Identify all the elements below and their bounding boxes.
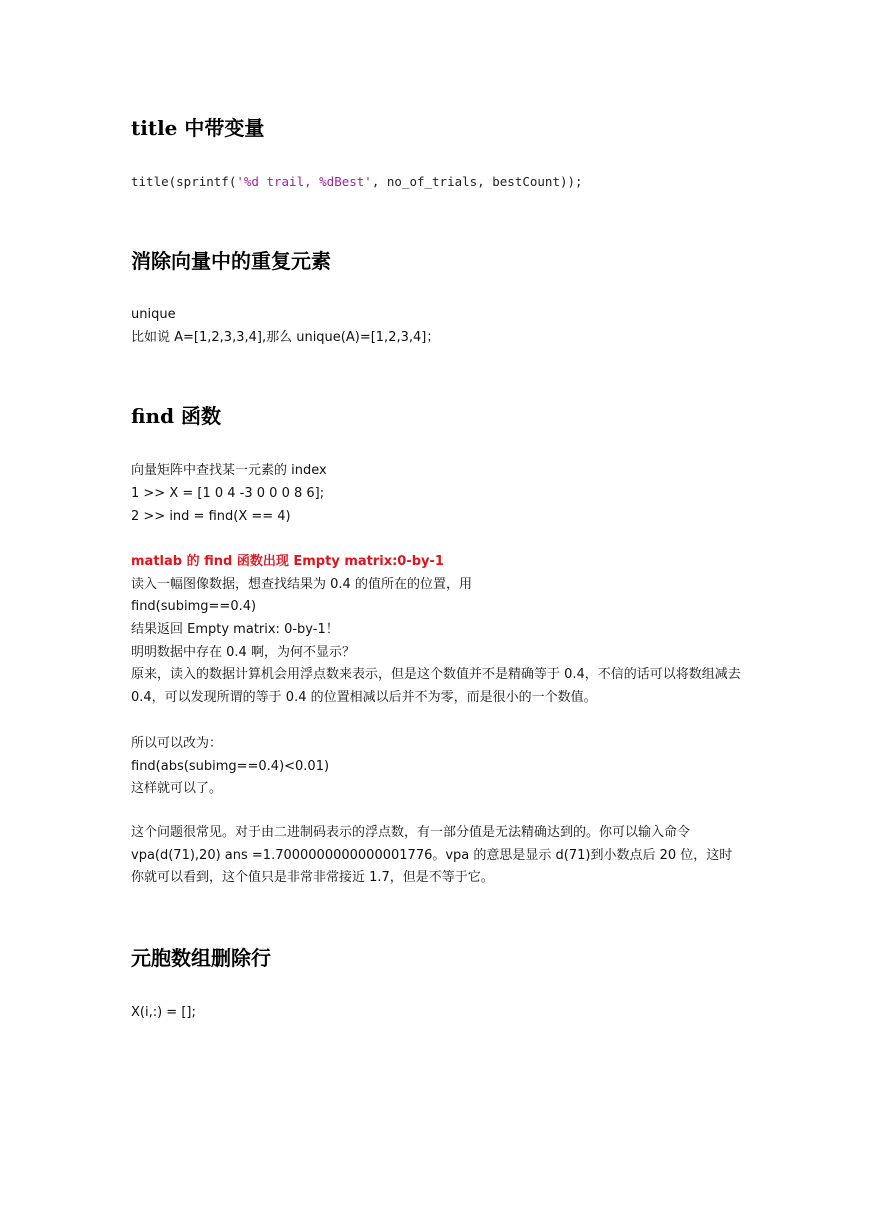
unique-line-1: unique	[131, 307, 176, 322]
find-paragraph-2: 这个问题很常见。对于由二进制码表示的浮点数，有一部分值是无法精确达到的。你可以输入命令 vpa(d(71),20) ans =1.7000000000000001776。vpa 的意思是显示 d(71)到小数点后 20 位，这时你就可以看到，这个值只是非常非常接近 1.7，但是不等于它。	[131, 825, 733, 885]
unique-line-2: 比如说 A=[1,2,3,3,4],那么 unique(A)=[1,2,3,4]；	[131, 330, 440, 345]
find-line-5: find(subimg==0.4)	[131, 599, 257, 614]
find-line-6: 结果返回 Empty matrix: 0-by-1！	[131, 622, 339, 637]
find-line-7: 明明数据中存在 0.4 啊，为何不显示？	[131, 645, 355, 660]
find-line-10: 这样就可以了。	[131, 781, 223, 796]
heading-cell-delete: 元胞数组删除行	[131, 946, 271, 970]
heading-title-variable: title 中带变量	[131, 116, 265, 140]
find-line-2: 1 >> X = [1 0 4 -3 0 0 0 8 6];	[131, 486, 325, 501]
find-line-9: find(abs(subimg==0.4)<0.01)	[131, 759, 330, 774]
cell-delete-line-1: X(i,:) = [];	[131, 1005, 196, 1020]
find-line-4: 读入一幅图像数据，想查找结果为 0.4 的值所在的位置，用	[131, 577, 472, 592]
find-empty-matrix-title: matlab 的 find 函数出现 Empty matrix:0-by-1	[131, 554, 444, 569]
code-title-sprintf	[131, 174, 583, 190]
code-string: '%d trail, %dBest'	[236, 174, 372, 189]
find-line-1: 向量矩阵中查找某一元素的 index	[131, 463, 327, 478]
heading-unique: 消除向量中的重复元素	[131, 249, 331, 273]
find-line-3: 2 >> ind = find(X == 4)	[131, 509, 291, 524]
heading-find: find 函数	[131, 404, 222, 428]
find-line-8: 所以可以改为：	[131, 736, 223, 751]
code-pre: title(sprintf(	[131, 174, 237, 189]
find-paragraph-1: 原来，读入的数据计算机会用浮点数来表示，但是这个数值并不是精确等于 0.4，不信的话可以将数组减去 0.4，可以发现所谓的等于 0.4 的位置相减以后并不为零，而是很小的一个数值。	[131, 667, 741, 705]
code-post: , no_of_trials, bestCount));	[371, 174, 583, 189]
